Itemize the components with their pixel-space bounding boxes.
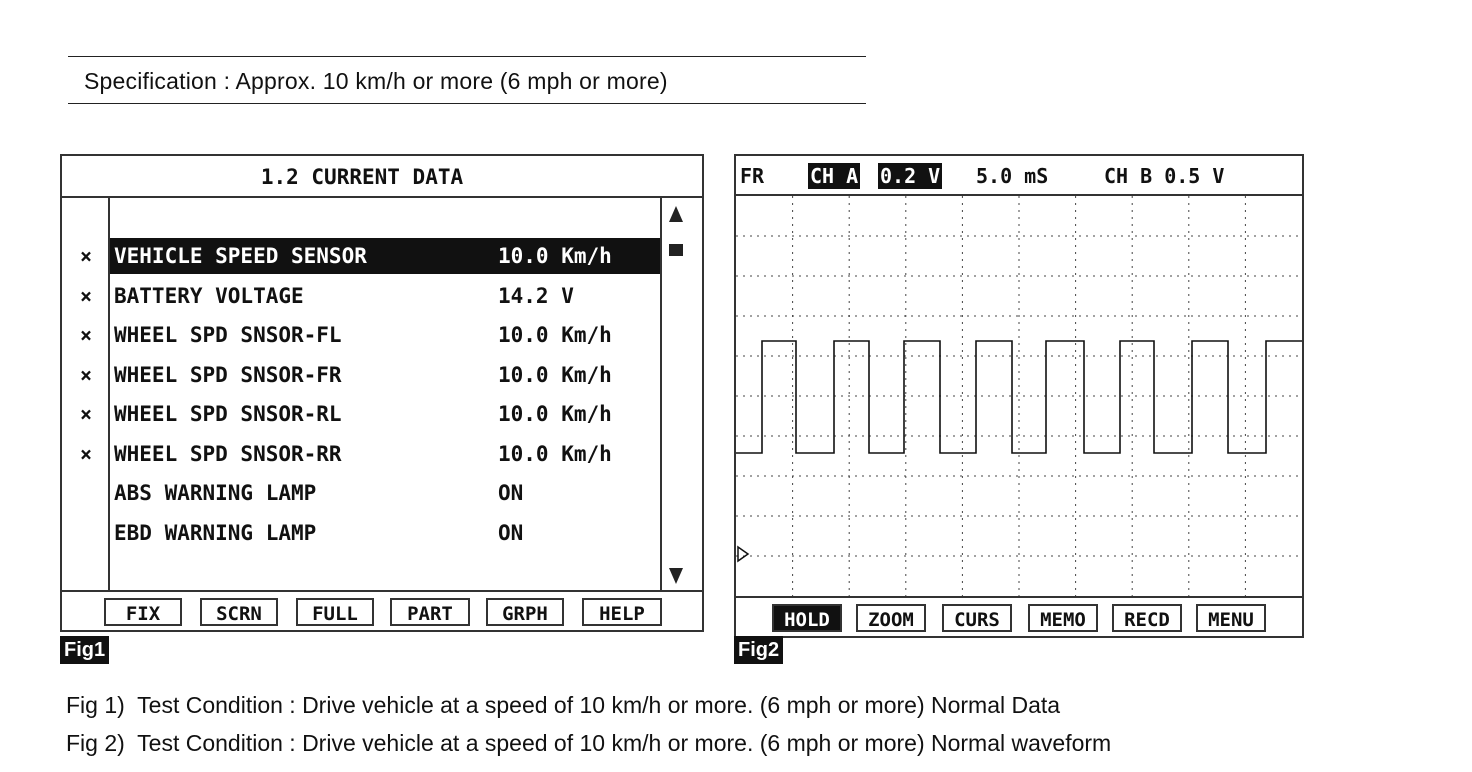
scroll-thumb[interactable] [669,244,683,256]
fix-mark-icon: × [79,362,93,387]
scope-zoom-button[interactable]: ZOOM [856,604,926,632]
parameter-value: 10.0 Km/h [498,244,612,268]
scope-grid [736,196,1302,596]
key-grph-button[interactable]: GRPH [486,598,564,626]
fix-mark-icon: × [79,402,93,426]
parameter-name: WHEEL SPD SNSOR-RL [114,402,342,426]
wheel-label: FR [740,164,765,188]
parameter-name: ABS WARNING LAMP [114,481,317,505]
parameter-value: 10.0 Km/h [498,441,612,466]
specification-box [68,56,866,104]
parameter-name: WHEEL SPD SNSOR-RR [114,441,342,466]
data-row[interactable] [110,317,660,353]
scope-key-bar [736,596,1302,638]
parameter-value: 10.0 Km/h [498,323,612,347]
time-base: 5.0 mS [976,164,1049,188]
scope-header [736,156,1302,196]
function-key-bar [62,590,702,632]
channel-a-label: CH A [810,164,859,188]
scroll-up-icon[interactable] [669,206,683,222]
data-row[interactable] [110,278,660,314]
key-fix-button[interactable]: FIX [104,598,182,626]
fix-mark-icon: × [79,244,93,268]
parameter-name: EBD WARNING LAMP [114,520,317,545]
trigger-marker-icon [738,547,748,561]
caption-fig1: Fig 1) Test Condition : Drive vehicle at a speed of 10 km/h or more. (6 mph or more) Normal Data [66,692,1061,718]
fig2-label: Fig2 [734,636,783,664]
key-full-button[interactable]: FULL [296,598,374,626]
scope-memo-button[interactable]: MEMO [1028,604,1098,632]
scope-menu-button[interactable]: MENU [1196,604,1266,632]
scope-recd-button[interactable]: RECD [1112,604,1182,632]
data-row[interactable] [110,515,660,551]
parameter-value: 10.0 Km/h [498,362,612,387]
scope-hold-button[interactable]: HOLD [772,604,842,632]
screen-title: 1.2 CURRENT DATA [62,156,702,198]
key-part-button[interactable]: PART [390,598,470,626]
data-row[interactable] [110,238,660,274]
data-row[interactable] [110,475,660,511]
current-data-screen [60,154,704,632]
key-help-button[interactable]: HELP [582,598,662,626]
channel-b-scale: CH B 0.5 V [1104,164,1225,188]
parameter-value: 14.2 V [498,283,574,308]
oscilloscope-screen [734,154,1304,638]
caption-fig2: Fig 2) Test Condition : Drive vehicle at a speed of 10 km/h or more. (6 mph or more) Normal waveform [66,730,1112,756]
scrollbar[interactable] [662,200,696,590]
specification-text: Specification : Approx. 10 km/h or more (6 mph or more) [84,68,668,94]
key-scrn-button[interactable]: SCRN [200,598,278,626]
parameter-value: ON [498,520,524,545]
data-row[interactable] [110,357,660,393]
scroll-down-icon[interactable] [669,568,683,584]
parameter-value: ON [498,481,524,505]
fix-mark-icon: × [79,283,93,308]
parameter-name: WHEEL SPD SNSOR-FR [114,362,342,387]
data-list [108,196,662,590]
parameter-name: WHEEL SPD SNSOR-FL [114,323,342,347]
scope-curs-button[interactable]: CURS [942,604,1012,632]
parameter-name: BATTERY VOLTAGE [114,283,304,308]
parameter-value: 10.0 Km/h [498,402,612,426]
fix-mark-icon: × [79,441,93,466]
fig1-label: Fig1 [60,636,109,664]
waveform-display [736,196,1302,596]
data-row[interactable] [110,396,660,432]
channel-a-scale: 0.2 V [880,164,941,188]
data-row[interactable] [110,436,660,472]
fix-mark-icon: × [79,323,93,347]
parameter-name: VEHICLE SPEED SENSOR [114,244,367,268]
